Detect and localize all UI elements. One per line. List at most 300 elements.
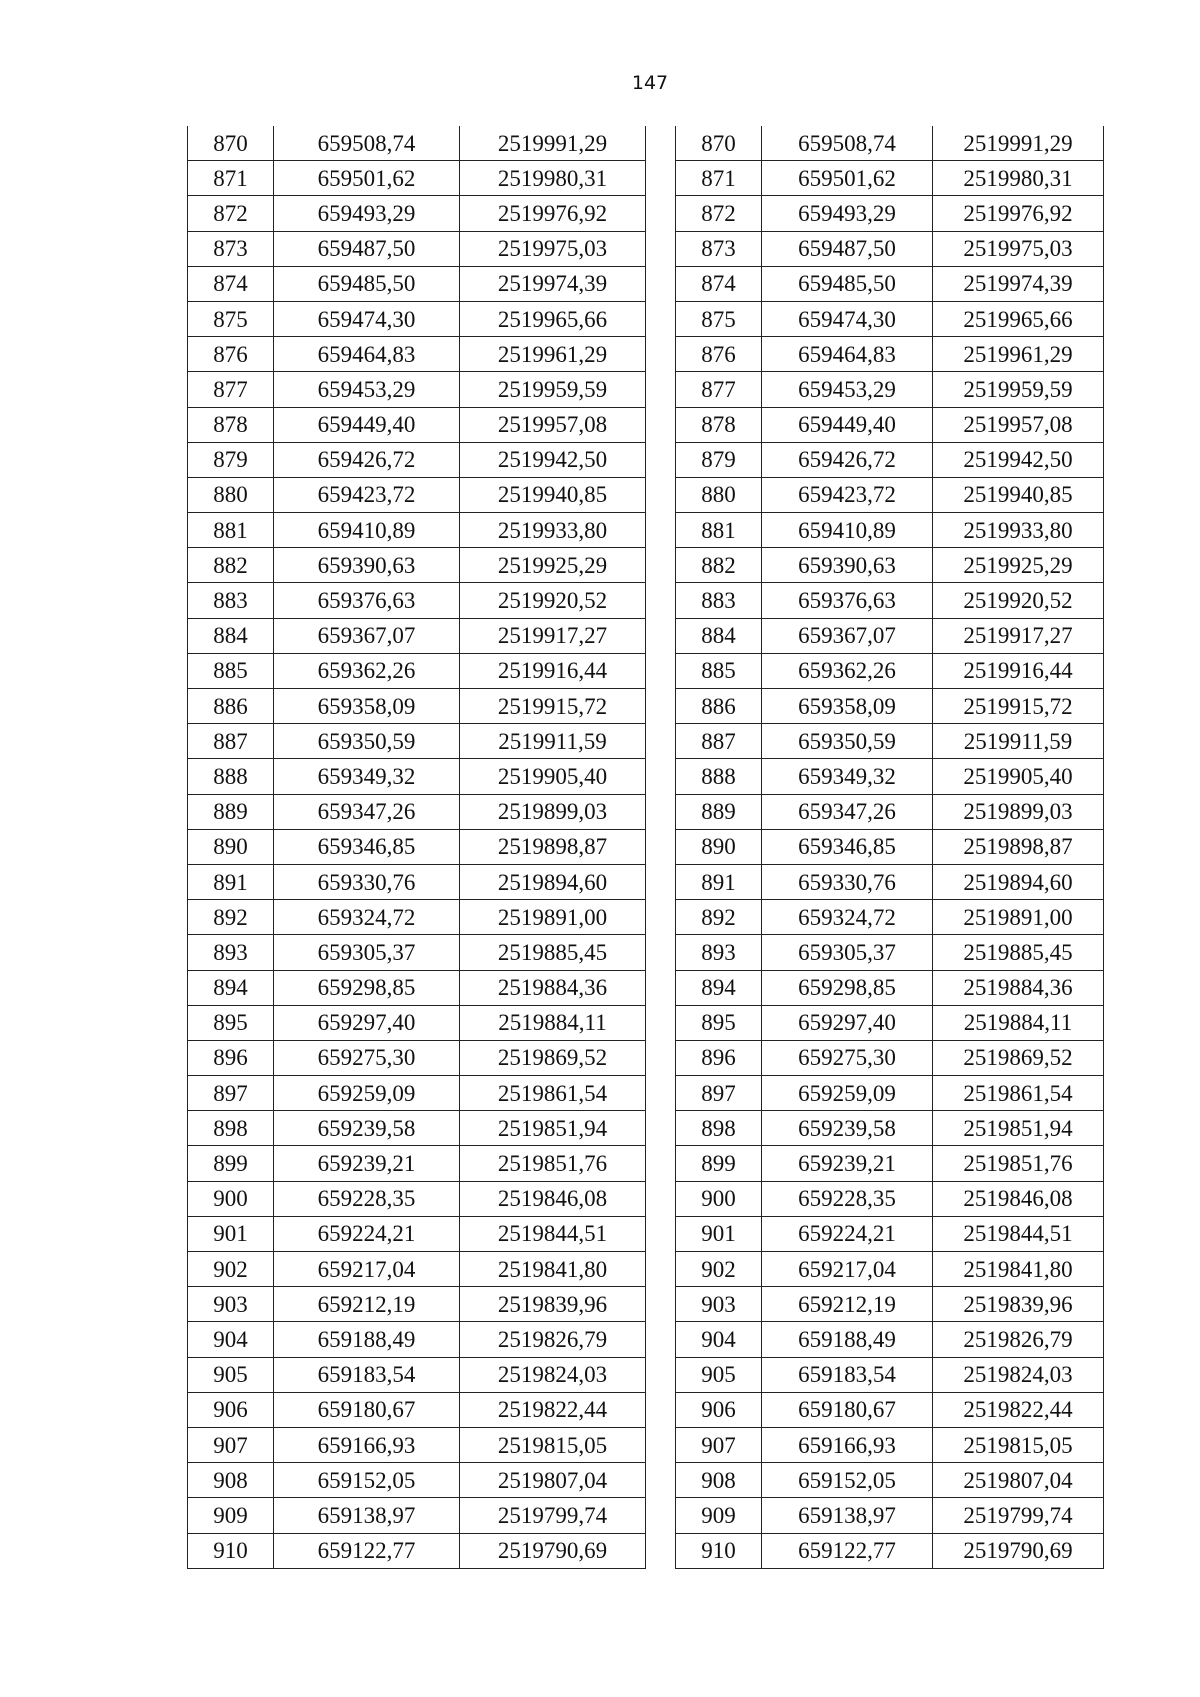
x-coordinate-cell: 659305,37 [274,935,460,970]
y-coordinate-cell: 2519790,69 [460,1533,646,1568]
y-coordinate-cell: 2519885,45 [460,935,646,970]
y-coordinate-cell: 2519976,92 [460,196,646,231]
table-row [188,196,646,231]
point-number-cell: 905 [676,1357,762,1392]
x-coordinate-cell: 659217,04 [274,1252,460,1287]
y-coordinate-cell: 2519975,03 [460,231,646,266]
y-coordinate-cell: 2519911,59 [933,724,1104,759]
y-coordinate-cell: 2519846,08 [933,1181,1104,1216]
table-row [676,970,1104,1005]
table-row [676,301,1104,336]
y-coordinate-cell: 2519841,80 [460,1252,646,1287]
table-row [676,1533,1104,1568]
point-number-cell: 875 [188,301,274,336]
table-row [676,196,1104,231]
x-coordinate-cell: 659224,21 [762,1216,933,1251]
table-row [188,864,646,899]
point-number-cell: 876 [676,337,762,372]
y-coordinate-cell: 2519824,03 [460,1357,646,1392]
y-coordinate-cell: 2519965,66 [460,301,646,336]
table-row [188,1146,646,1181]
x-coordinate-cell: 659349,32 [274,759,460,794]
point-number-cell: 890 [676,829,762,864]
table-row [676,864,1104,899]
x-coordinate-cell: 659346,85 [762,829,933,864]
point-number-cell: 880 [676,477,762,512]
point-number-cell: 881 [188,513,274,548]
y-coordinate-cell: 2519884,11 [933,1005,1104,1040]
y-coordinate-cell: 2519799,74 [460,1498,646,1533]
x-coordinate-cell: 659474,30 [274,301,460,336]
coordinates-table-left [187,126,646,1569]
point-number-cell: 909 [676,1498,762,1533]
y-coordinate-cell: 2519933,80 [933,513,1104,548]
point-number-cell: 878 [188,407,274,442]
table-row [188,407,646,442]
x-coordinate-cell: 659166,93 [762,1427,933,1462]
y-coordinate-cell: 2519980,31 [933,161,1104,196]
y-coordinate-cell: 2519846,08 [460,1181,646,1216]
point-number-cell: 870 [676,126,762,161]
x-coordinate-cell: 659485,50 [762,266,933,301]
x-coordinate-cell: 659376,63 [762,583,933,618]
y-coordinate-cell: 2519961,29 [933,337,1104,372]
table-row [188,935,646,970]
x-coordinate-cell: 659324,72 [762,900,933,935]
y-coordinate-cell: 2519980,31 [460,161,646,196]
point-number-cell: 897 [676,1076,762,1111]
table-row [676,794,1104,829]
table-row [676,477,1104,512]
x-coordinate-cell: 659275,30 [762,1040,933,1075]
table-row [188,1533,646,1568]
table-row [188,759,646,794]
point-number-cell: 904 [676,1322,762,1357]
x-coordinate-cell: 659180,67 [274,1392,460,1427]
point-number-cell: 908 [676,1463,762,1498]
point-number-cell: 895 [676,1005,762,1040]
table-row [188,1005,646,1040]
table-row [188,724,646,759]
point-number-cell: 889 [676,794,762,829]
y-coordinate-cell: 2519915,72 [460,689,646,724]
x-coordinate-cell: 659410,89 [762,513,933,548]
y-coordinate-cell: 2519851,76 [933,1146,1104,1181]
x-coordinate-cell: 659485,50 [274,266,460,301]
y-coordinate-cell: 2519815,05 [460,1427,646,1462]
x-coordinate-cell: 659464,83 [762,337,933,372]
y-coordinate-cell: 2519915,72 [933,689,1104,724]
x-coordinate-cell: 659188,49 [274,1322,460,1357]
x-coordinate-cell: 659423,72 [762,477,933,512]
y-coordinate-cell: 2519917,27 [933,618,1104,653]
table-row [676,1287,1104,1322]
table-row [676,513,1104,548]
point-number-cell: 903 [188,1287,274,1322]
table-row [676,724,1104,759]
table-row [676,1181,1104,1216]
x-coordinate-cell: 659501,62 [274,161,460,196]
point-number-cell: 877 [188,372,274,407]
point-number-cell: 887 [676,724,762,759]
point-number-cell: 885 [188,653,274,688]
table-row [188,653,646,688]
x-coordinate-cell: 659239,21 [762,1146,933,1181]
point-number-cell: 889 [188,794,274,829]
y-coordinate-cell: 2519839,96 [933,1287,1104,1322]
x-coordinate-cell: 659330,76 [762,864,933,899]
point-number-cell: 890 [188,829,274,864]
point-number-cell: 887 [188,724,274,759]
table-row [188,1181,646,1216]
y-coordinate-cell: 2519822,44 [460,1392,646,1427]
point-number-cell: 893 [188,935,274,970]
point-number-cell: 907 [188,1427,274,1462]
point-number-cell: 885 [676,653,762,688]
table-row [676,548,1104,583]
x-coordinate-cell: 659297,40 [274,1005,460,1040]
point-number-cell: 883 [188,583,274,618]
x-coordinate-cell: 659259,09 [274,1076,460,1111]
point-number-cell: 901 [188,1216,274,1251]
table-row [676,1498,1104,1533]
point-number-cell: 875 [676,301,762,336]
point-number-cell: 906 [188,1392,274,1427]
y-coordinate-cell: 2519942,50 [933,442,1104,477]
table-row [188,1040,646,1075]
y-coordinate-cell: 2519790,69 [933,1533,1104,1568]
x-coordinate-cell: 659138,97 [762,1498,933,1533]
point-number-cell: 884 [188,618,274,653]
x-coordinate-cell: 659188,49 [762,1322,933,1357]
point-number-cell: 910 [188,1533,274,1568]
table-row [676,337,1104,372]
x-coordinate-cell: 659183,54 [274,1357,460,1392]
y-coordinate-cell: 2519826,79 [933,1322,1104,1357]
point-number-cell: 874 [676,266,762,301]
table-row [676,266,1104,301]
y-coordinate-cell: 2519899,03 [460,794,646,829]
page-number: 147 [631,72,669,94]
table-row [188,1427,646,1462]
point-number-cell: 888 [676,759,762,794]
point-number-cell: 894 [676,970,762,1005]
x-coordinate-cell: 659453,29 [274,372,460,407]
y-coordinate-cell: 2519807,04 [460,1463,646,1498]
x-coordinate-cell: 659166,93 [274,1427,460,1462]
x-coordinate-cell: 659390,63 [762,548,933,583]
x-coordinate-cell: 659350,59 [274,724,460,759]
x-coordinate-cell: 659183,54 [762,1357,933,1392]
point-number-cell: 882 [676,548,762,583]
x-coordinate-cell: 659298,85 [762,970,933,1005]
x-coordinate-cell: 659367,07 [274,618,460,653]
table-row [188,1392,646,1427]
x-coordinate-cell: 659350,59 [762,724,933,759]
table-row [676,1392,1104,1427]
point-number-cell: 871 [188,161,274,196]
x-coordinate-cell: 659423,72 [274,477,460,512]
y-coordinate-cell: 2519869,52 [460,1040,646,1075]
table-row [676,653,1104,688]
x-coordinate-cell: 659349,32 [762,759,933,794]
table-row [188,970,646,1005]
point-number-cell: 877 [676,372,762,407]
y-coordinate-cell: 2519940,85 [933,477,1104,512]
x-coordinate-cell: 659464,83 [274,337,460,372]
point-number-cell: 899 [676,1146,762,1181]
table-row [188,161,646,196]
x-coordinate-cell: 659376,63 [274,583,460,618]
x-coordinate-cell: 659346,85 [274,829,460,864]
y-coordinate-cell: 2519851,76 [460,1146,646,1181]
table-row [188,301,646,336]
x-coordinate-cell: 659347,26 [762,794,933,829]
point-number-cell: 876 [188,337,274,372]
y-coordinate-cell: 2519815,05 [933,1427,1104,1462]
y-coordinate-cell: 2519916,44 [460,653,646,688]
point-number-cell: 873 [188,231,274,266]
point-number-cell: 906 [676,1392,762,1427]
y-coordinate-cell: 2519822,44 [933,1392,1104,1427]
y-coordinate-cell: 2519861,54 [933,1076,1104,1111]
x-coordinate-cell: 659228,35 [762,1181,933,1216]
table-row [188,442,646,477]
point-number-cell: 886 [676,689,762,724]
y-coordinate-cell: 2519905,40 [460,759,646,794]
table-row [676,1322,1104,1357]
point-number-cell: 872 [676,196,762,231]
y-coordinate-cell: 2519911,59 [460,724,646,759]
y-coordinate-cell: 2519884,36 [460,970,646,1005]
x-coordinate-cell: 659228,35 [274,1181,460,1216]
point-number-cell: 910 [676,1533,762,1568]
table-row [676,829,1104,864]
point-number-cell: 907 [676,1427,762,1462]
y-coordinate-cell: 2519869,52 [933,1040,1104,1075]
point-number-cell: 897 [188,1076,274,1111]
x-coordinate-cell: 659347,26 [274,794,460,829]
y-coordinate-cell: 2519807,04 [933,1463,1104,1498]
x-coordinate-cell: 659493,29 [762,196,933,231]
table-row [676,1040,1104,1075]
y-coordinate-cell: 2519933,80 [460,513,646,548]
point-number-cell: 891 [676,864,762,899]
point-number-cell: 879 [676,442,762,477]
point-number-cell: 880 [188,477,274,512]
point-number-cell: 902 [676,1252,762,1287]
point-number-cell: 898 [188,1111,274,1146]
y-coordinate-cell: 2519974,39 [933,266,1104,301]
y-coordinate-cell: 2519861,54 [460,1076,646,1111]
table-row [676,1357,1104,1392]
y-coordinate-cell: 2519974,39 [460,266,646,301]
y-coordinate-cell: 2519925,29 [460,548,646,583]
x-coordinate-cell: 659508,74 [274,126,460,161]
table-row [676,231,1104,266]
x-coordinate-cell: 659212,19 [274,1287,460,1322]
point-number-cell: 878 [676,407,762,442]
y-coordinate-cell: 2519891,00 [460,900,646,935]
x-coordinate-cell: 659152,05 [762,1463,933,1498]
x-coordinate-cell: 659493,29 [274,196,460,231]
point-number-cell: 900 [188,1181,274,1216]
table-row [188,1287,646,1322]
table-row [676,1146,1104,1181]
y-coordinate-cell: 2519894,60 [933,864,1104,899]
table-row [188,794,646,829]
y-coordinate-cell: 2519957,08 [933,407,1104,442]
table-row [676,618,1104,653]
table-row [676,759,1104,794]
table-row [676,689,1104,724]
table-row [676,407,1104,442]
point-number-cell: 873 [676,231,762,266]
x-coordinate-cell: 659501,62 [762,161,933,196]
y-coordinate-cell: 2519899,03 [933,794,1104,829]
x-coordinate-cell: 659487,50 [274,231,460,266]
table-row [188,1498,646,1533]
y-coordinate-cell: 2519905,40 [933,759,1104,794]
x-coordinate-cell: 659426,72 [762,442,933,477]
x-coordinate-cell: 659259,09 [762,1076,933,1111]
y-coordinate-cell: 2519824,03 [933,1357,1104,1392]
table-row [188,266,646,301]
table-row [188,1111,646,1146]
table-row [676,161,1104,196]
point-number-cell: 904 [188,1322,274,1357]
y-coordinate-cell: 2519976,92 [933,196,1104,231]
y-coordinate-cell: 2519851,94 [460,1111,646,1146]
x-coordinate-cell: 659324,72 [274,900,460,935]
y-coordinate-cell: 2519942,50 [460,442,646,477]
table-row [188,1216,646,1251]
x-coordinate-cell: 659508,74 [762,126,933,161]
table-row [676,1463,1104,1498]
y-coordinate-cell: 2519991,29 [460,126,646,161]
table-row [188,337,646,372]
x-coordinate-cell: 659390,63 [274,548,460,583]
point-number-cell: 874 [188,266,274,301]
table-row [676,935,1104,970]
point-number-cell: 883 [676,583,762,618]
y-coordinate-cell: 2519957,08 [460,407,646,442]
y-coordinate-cell: 2519959,59 [933,372,1104,407]
y-coordinate-cell: 2519839,96 [460,1287,646,1322]
x-coordinate-cell: 659453,29 [762,372,933,407]
y-coordinate-cell: 2519940,85 [460,477,646,512]
x-coordinate-cell: 659367,07 [762,618,933,653]
table-row [188,1463,646,1498]
x-coordinate-cell: 659239,58 [762,1111,933,1146]
x-coordinate-cell: 659180,67 [762,1392,933,1427]
y-coordinate-cell: 2519975,03 [933,231,1104,266]
x-coordinate-cell: 659426,72 [274,442,460,477]
point-number-cell: 896 [676,1040,762,1075]
x-coordinate-cell: 659330,76 [274,864,460,899]
table-row [188,1322,646,1357]
x-coordinate-cell: 659138,97 [274,1498,460,1533]
x-coordinate-cell: 659239,21 [274,1146,460,1181]
x-coordinate-cell: 659362,26 [274,653,460,688]
y-coordinate-cell: 2519844,51 [933,1216,1104,1251]
x-coordinate-cell: 659362,26 [762,653,933,688]
x-coordinate-cell: 659358,09 [274,689,460,724]
point-number-cell: 870 [188,126,274,161]
y-coordinate-cell: 2519959,59 [460,372,646,407]
y-coordinate-cell: 2519799,74 [933,1498,1104,1533]
x-coordinate-cell: 659297,40 [762,1005,933,1040]
point-number-cell: 893 [676,935,762,970]
y-coordinate-cell: 2519898,87 [460,829,646,864]
x-coordinate-cell: 659449,40 [274,407,460,442]
table-row [676,1005,1104,1040]
y-coordinate-cell: 2519916,44 [933,653,1104,688]
table-row [188,548,646,583]
table-row [188,477,646,512]
x-coordinate-cell: 659152,05 [274,1463,460,1498]
table-row [188,513,646,548]
y-coordinate-cell: 2519920,52 [460,583,646,618]
point-number-cell: 905 [188,1357,274,1392]
y-coordinate-cell: 2519891,00 [933,900,1104,935]
table-row [676,583,1104,618]
table-row [676,1111,1104,1146]
y-coordinate-cell: 2519961,29 [460,337,646,372]
y-coordinate-cell: 2519841,80 [933,1252,1104,1287]
coordinates-table-right [675,126,1104,1569]
x-coordinate-cell: 659487,50 [762,231,933,266]
y-coordinate-cell: 2519917,27 [460,618,646,653]
x-coordinate-cell: 659358,09 [762,689,933,724]
y-coordinate-cell: 2519884,36 [933,970,1104,1005]
point-number-cell: 879 [188,442,274,477]
y-coordinate-cell: 2519885,45 [933,935,1104,970]
point-number-cell: 892 [188,900,274,935]
table-row [188,1357,646,1392]
point-number-cell: 881 [676,513,762,548]
y-coordinate-cell: 2519925,29 [933,548,1104,583]
x-coordinate-cell: 659217,04 [762,1252,933,1287]
table-row [676,1076,1104,1111]
y-coordinate-cell: 2519826,79 [460,1322,646,1357]
point-number-cell: 888 [188,759,274,794]
x-coordinate-cell: 659212,19 [762,1287,933,1322]
point-number-cell: 901 [676,1216,762,1251]
table-row [188,231,646,266]
table-row [188,829,646,864]
table-row [188,618,646,653]
point-number-cell: 891 [188,864,274,899]
x-coordinate-cell: 659275,30 [274,1040,460,1075]
point-number-cell: 882 [188,548,274,583]
point-number-cell: 900 [676,1181,762,1216]
y-coordinate-cell: 2519920,52 [933,583,1104,618]
point-number-cell: 872 [188,196,274,231]
x-coordinate-cell: 659239,58 [274,1111,460,1146]
point-number-cell: 898 [676,1111,762,1146]
y-coordinate-cell: 2519898,87 [933,829,1104,864]
point-number-cell: 903 [676,1287,762,1322]
table-row [676,1427,1104,1462]
table-row [188,900,646,935]
x-coordinate-cell: 659122,77 [762,1533,933,1568]
table-row [188,1076,646,1111]
point-number-cell: 892 [676,900,762,935]
y-coordinate-cell: 2519851,94 [933,1111,1104,1146]
table-row [188,126,646,161]
point-number-cell: 884 [676,618,762,653]
